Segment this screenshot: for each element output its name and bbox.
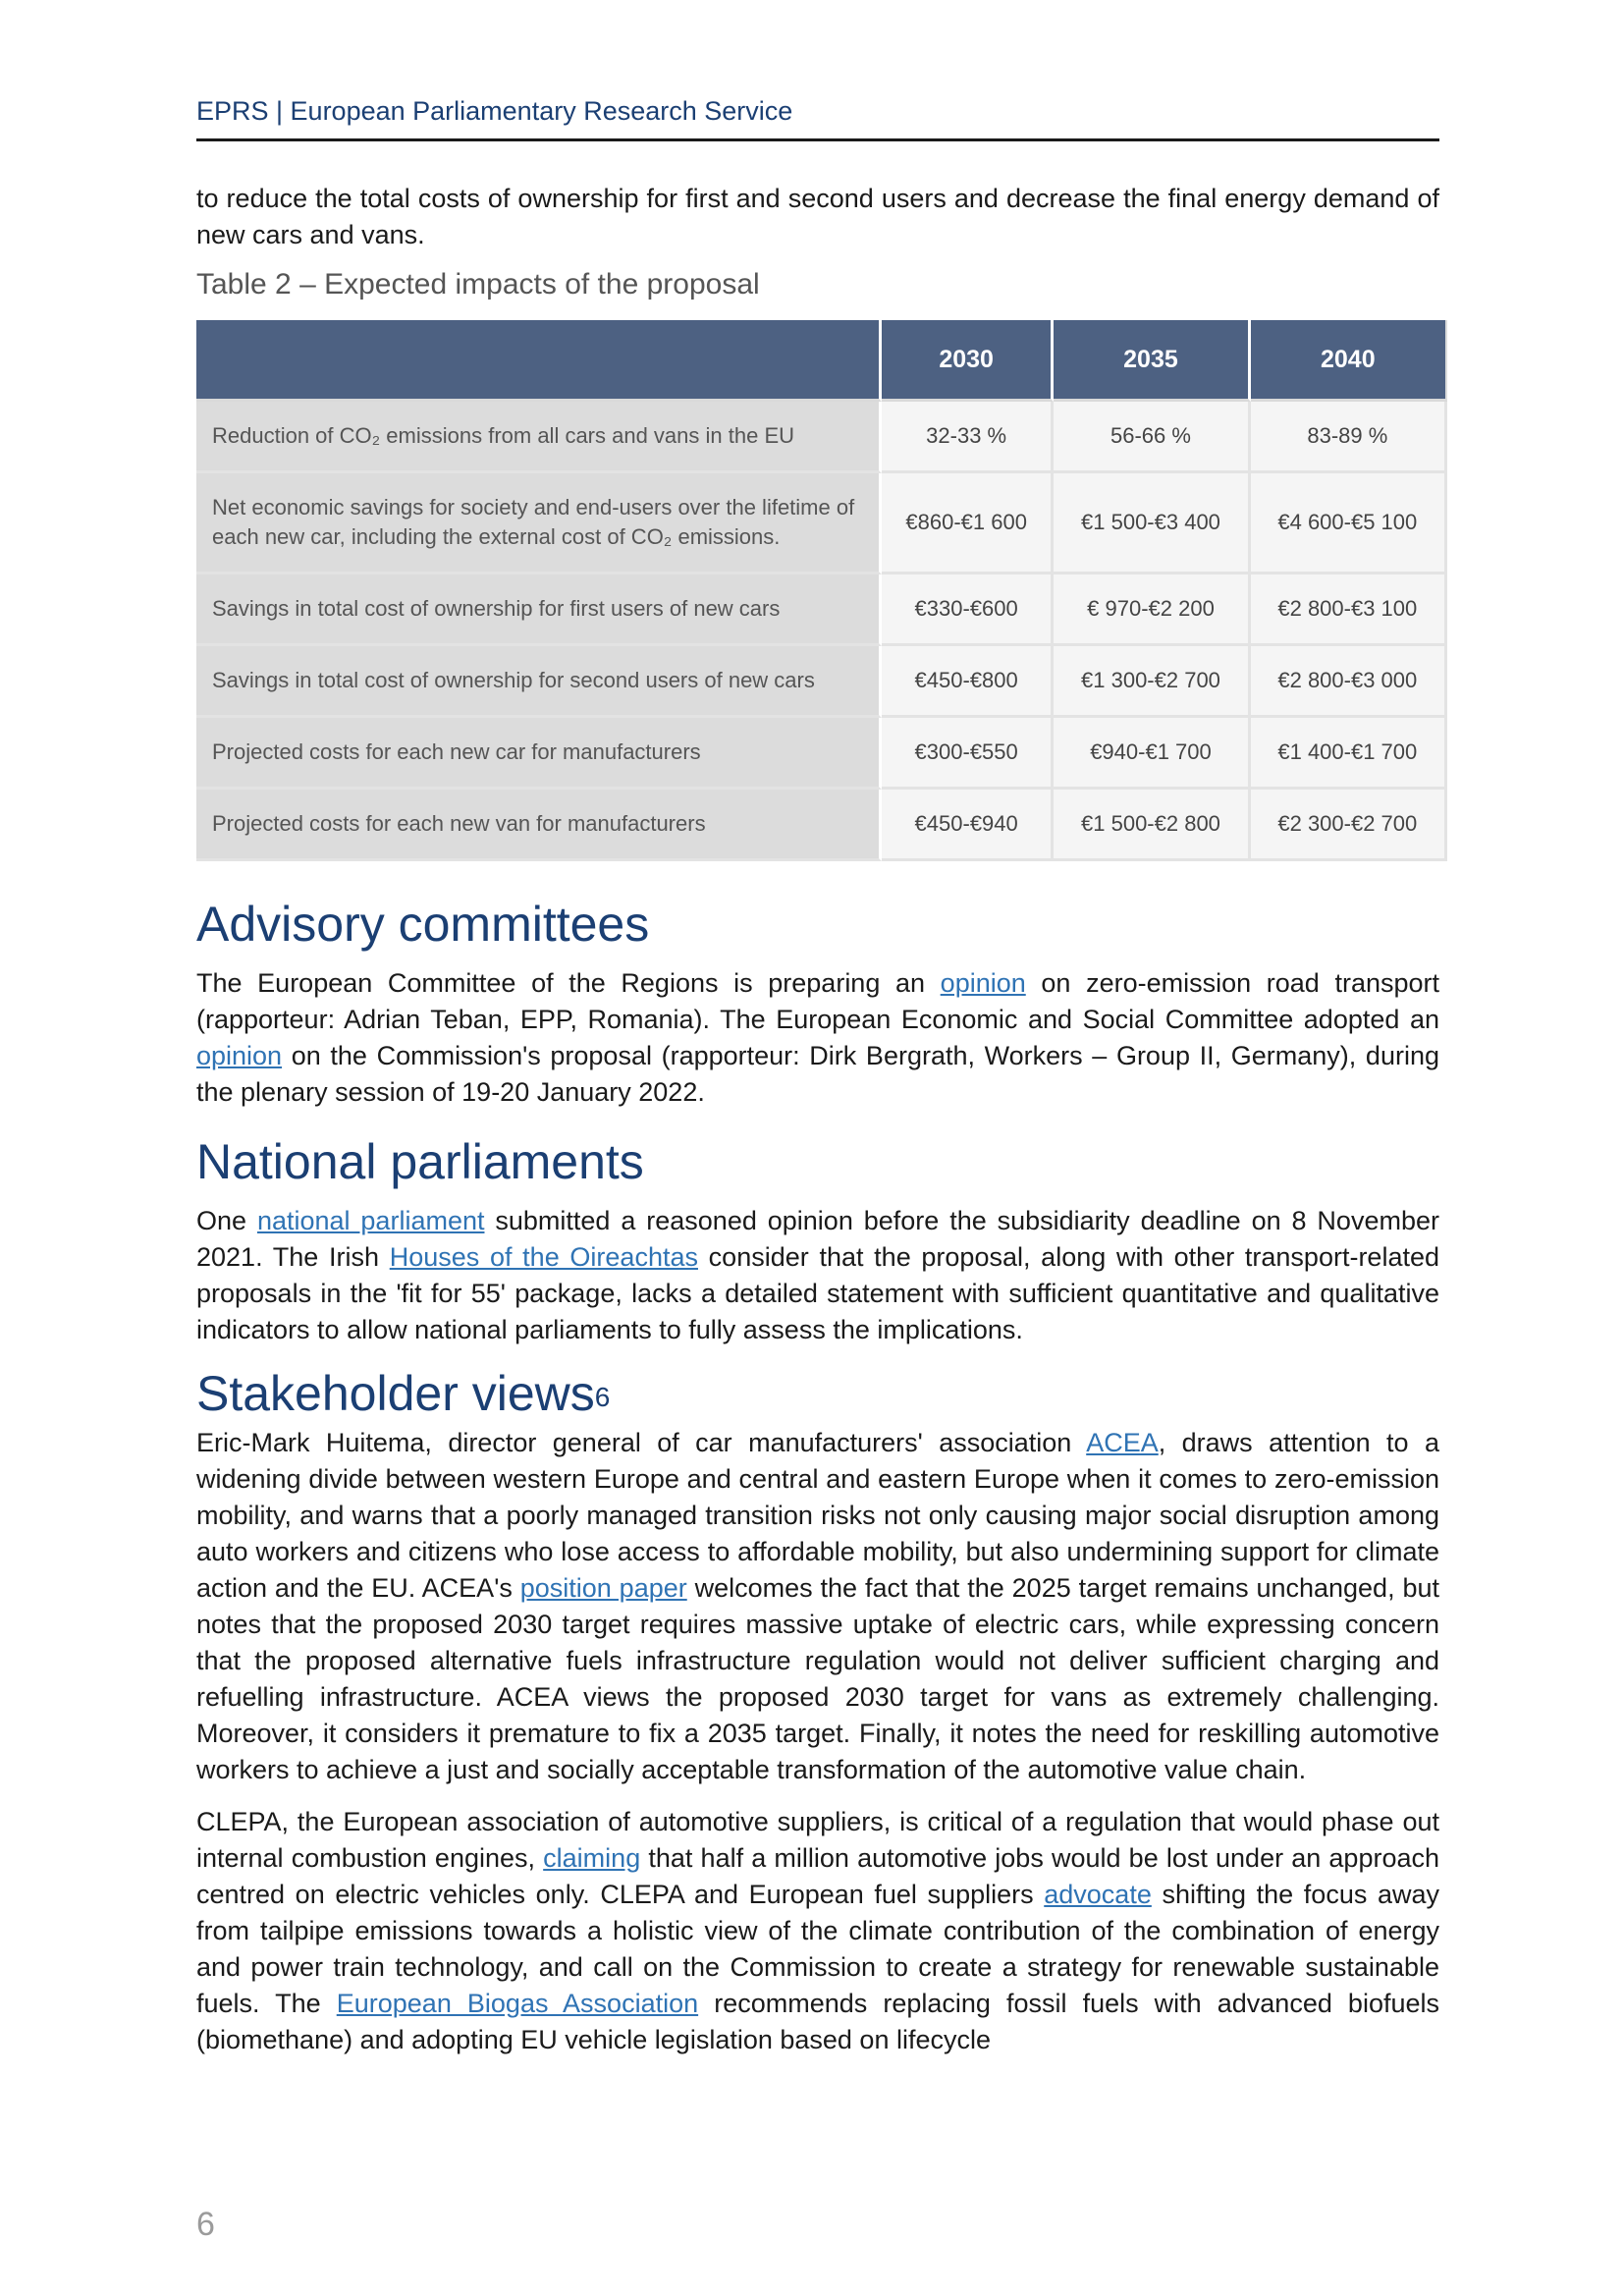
claiming-link[interactable]: claiming — [543, 1843, 641, 1873]
table-row — [196, 790, 1447, 861]
text-run: shifting the focus away from tailpipe emissions towards a holistic view of the climate contribution of the combination of energy and power train technology, and call on the Commission to create a strategy for renewable sustainable fuels. The — [196, 1880, 1440, 2018]
national-parliament-link[interactable]: national parliament — [256, 1206, 485, 1235]
page-number: 6 — [196, 2206, 215, 2243]
table-caption: Table 2 – Expected impacts of the proposal — [196, 268, 760, 301]
table-row — [196, 473, 1447, 574]
row-label: Savings in total cost of ownership for second users of new cars — [196, 646, 882, 718]
row-label: Projected costs for each new car for manufacturers — [196, 718, 882, 790]
text-run: submitted a reasoned opinion before the subsidiarity deadline on 8 November 2021. The Irish — [196, 1206, 1439, 1272]
table-cell: €300-€550 — [882, 718, 1054, 790]
table-cell: €450-€940 — [882, 790, 1054, 861]
text-run: on the Commission's proposal (rapporteur: Dirk Bergrath, Workers – Group II, Germany), during the plenary session of 19-20 January 2022. — [196, 1041, 1439, 1107]
footnote-marker: 6 — [594, 1382, 611, 1412]
stakeholder-heading — [196, 1364, 1439, 1423]
text-run: consider that the proposal, along with other transport-related proposals in the 'fit for 55' package, lacks a detailed statement with sufficient quantitative and qualitative indicators to allow national parliaments to fully assess the implications. — [196, 1242, 1439, 1344]
table-row — [196, 646, 1447, 718]
text-run: that half a million automotive jobs would be lost under an approach centred on electric vehicles only. CLEPA and European fuel suppliers — [196, 1843, 1439, 1909]
stakeholder-paragraph-acea — [196, 1425, 1439, 1788]
table-cell: €1 500-€3 400 — [1054, 473, 1250, 574]
table-cell: €940-€1 700 — [1054, 718, 1250, 790]
text-run: , draws attention to a widening divide between western Europe and central and eastern Europe when it comes to zero-emission mobility, and warns that a poorly managed transition risks not only causing major social disruption among auto workers and citizens who lose access to affordable mobility, but also undermining support for climate action and the EU. ACEA's — [196, 1428, 1439, 1603]
advisory-paragraph — [196, 965, 1439, 1111]
stakeholder-paragraph-clepa — [196, 1804, 1439, 2058]
text-run: on zero-emission road transport (rapporteur: Adrian Teban, EPP, Romania). The European Economic and Social Committee adopted an — [196, 968, 1439, 1034]
text-run: recommends replacing fossil fuels with advanced biofuels (biomethane) and adopting EU vehicle legislation based on lifecycle — [196, 1989, 1439, 2054]
table-cell: €330-€600 — [882, 574, 1054, 646]
table-cell: €4 600-€5 100 — [1251, 473, 1447, 574]
row-label: Projected costs for each new van for manufacturers — [196, 790, 882, 861]
table-cell: 32-33 % — [882, 402, 1054, 473]
page-header — [196, 94, 1439, 141]
table-cell: €1 300-€2 700 — [1054, 646, 1250, 718]
national-heading: National parliaments — [196, 1134, 644, 1189]
advocate-link[interactable]: advocate — [1044, 1880, 1152, 1909]
position-paper-link[interactable]: position paper — [519, 1573, 687, 1603]
table-row — [196, 574, 1447, 646]
biogas-association-link[interactable]: European Biogas Association — [336, 1989, 699, 2018]
table-cell: €2 800-€3 100 — [1251, 574, 1447, 646]
impacts-table — [196, 320, 1447, 861]
table-header-blank — [196, 320, 882, 402]
opinion-link-eesc[interactable]: opinion — [196, 1041, 283, 1070]
row-label: Reduction of CO₂ emissions from all cars and vans in the EU — [196, 402, 882, 473]
text-run: One — [196, 1206, 257, 1235]
stakeholder-heading-text: Stakeholder views — [196, 1366, 595, 1421]
opinion-link-cor[interactable]: opinion — [940, 968, 1026, 998]
row-label: Savings in total cost of ownership for first users of new cars — [196, 574, 882, 646]
acea-link[interactable]: ACEA — [1086, 1428, 1159, 1457]
page-content — [196, 181, 1439, 2058]
header-title: EPRS | European Parliamentary Research Service — [196, 96, 793, 126]
table-cell: €2 300-€2 700 — [1251, 790, 1447, 861]
text-run: CLEPA, the European association of automotive suppliers, is critical of a regulation that would phase out internal combustion engines, — [196, 1807, 1439, 1873]
national-paragraph — [196, 1203, 1439, 1348]
text-run: The European Committee of the Regions is preparing an — [196, 968, 941, 998]
table-cell: €1 500-€2 800 — [1054, 790, 1250, 861]
row-label: Net economic savings for society and end-users over the lifetime of each new car, including the external cost of CO₂ emissions. — [196, 473, 882, 574]
column-header-2040: 2040 — [1251, 320, 1447, 402]
table-cell: €860-€1 600 — [882, 473, 1054, 574]
table-cell: € 970-€2 200 — [1054, 574, 1250, 646]
text-run: Eric-Mark Huitema, director general of car manufacturers' association — [196, 1428, 1087, 1457]
table-row — [196, 718, 1447, 790]
column-header-2035: 2035 — [1054, 320, 1250, 402]
table-header-row — [196, 320, 1447, 402]
table-cell: €1 400-€1 700 — [1251, 718, 1447, 790]
table-cell: 56-66 % — [1054, 402, 1250, 473]
table-cell: €2 800-€3 000 — [1251, 646, 1447, 718]
column-header-2030: 2030 — [882, 320, 1054, 402]
table-row — [196, 402, 1447, 473]
table-cell: 83-89 % — [1251, 402, 1447, 473]
text-run: welcomes the fact that the 2025 target remains unchanged, but notes that the proposed 2030 target requires massive uptake of electric cars, while expressing concern that the proposed alternative fuels infrastructure regulation would not deliver sufficient charging and refuelling infrastructure. ACEA views the proposed 2030 target for vans as extremely challenging. Moreover, it considers it premature to fix a 2035 target. Finally, it notes the need for reskilling automotive workers to achieve a just and socially acceptable transformation of the automotive value chain. — [196, 1573, 1439, 1784]
oireachtas-link[interactable]: Houses of the Oireachtas — [389, 1242, 698, 1272]
advisory-heading: Advisory committees — [196, 897, 650, 952]
table-cell: €450-€800 — [882, 646, 1054, 718]
intro-paragraph: to reduce the total costs of ownership for first and second users and decrease the final energy demand of new cars and vans. — [196, 184, 1439, 249]
